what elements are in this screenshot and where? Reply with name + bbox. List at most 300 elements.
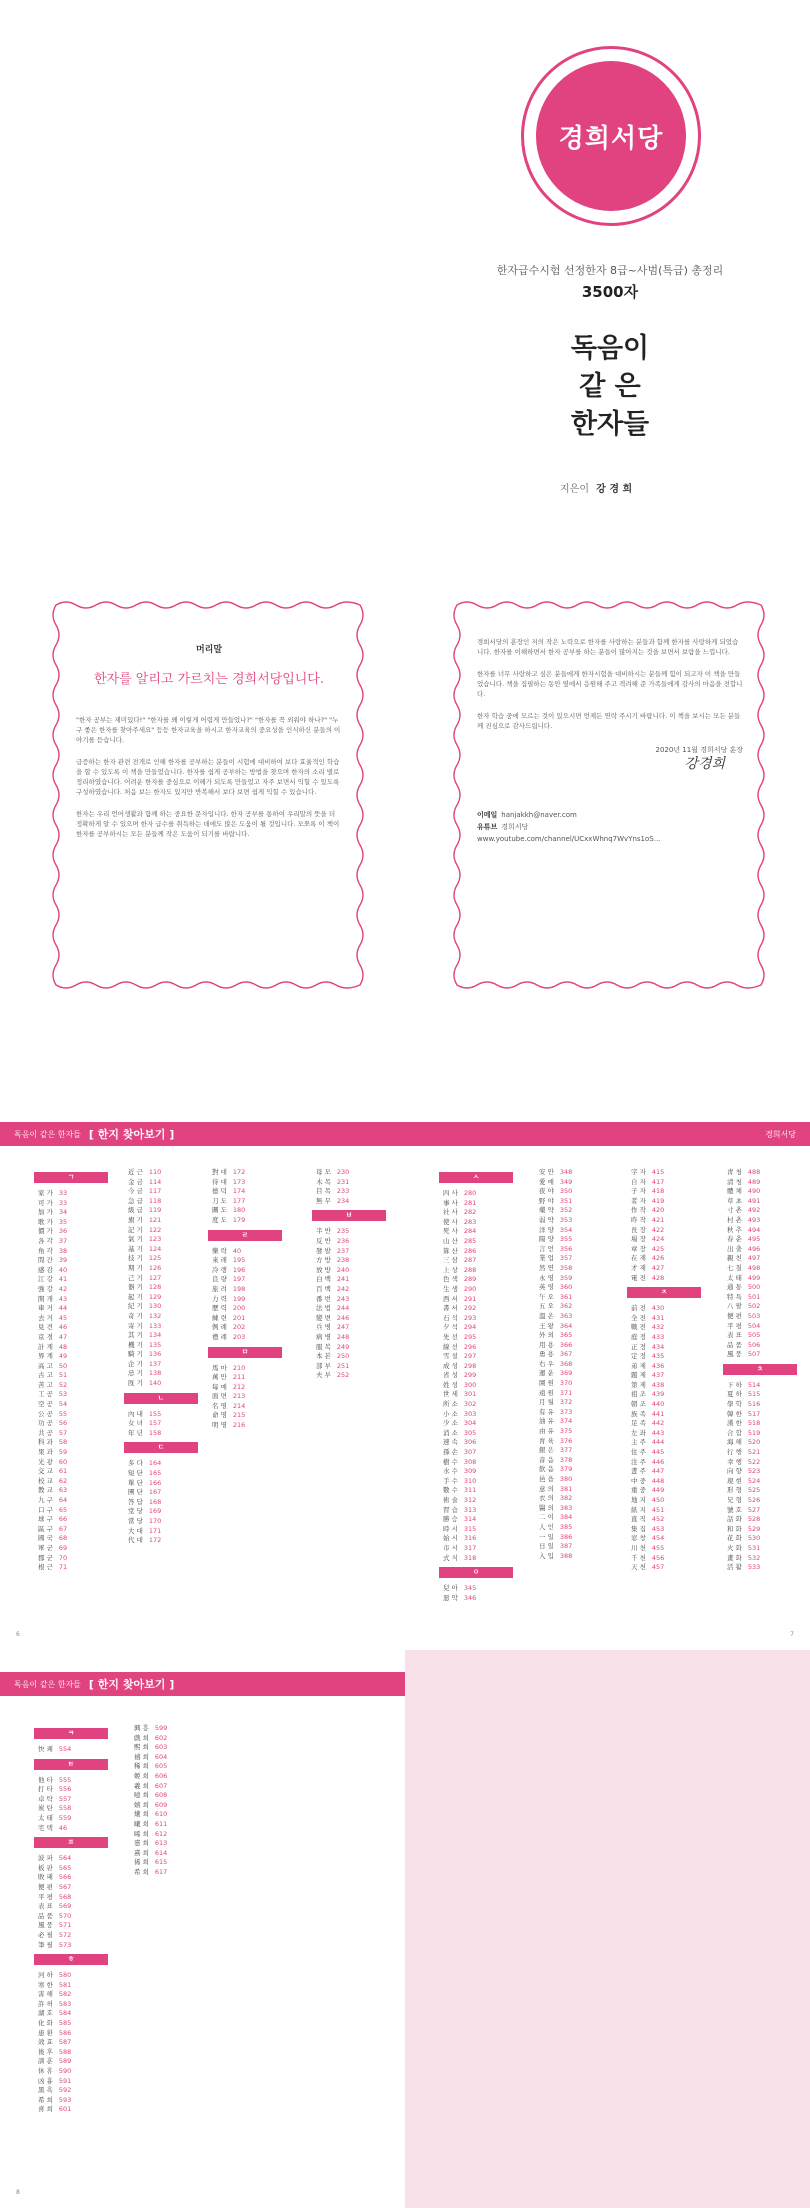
index-entry[interactable] — [439, 1323, 513, 1333]
index-entry[interactable] — [535, 1226, 572, 1236]
index-entry[interactable] — [535, 1533, 572, 1543]
index-entry[interactable] — [34, 1563, 108, 1573]
index-entry[interactable] — [535, 1408, 572, 1418]
index-entry[interactable] — [130, 1753, 167, 1763]
index-entry[interactable] — [208, 1256, 282, 1266]
index-entry[interactable] — [124, 1245, 198, 1255]
index-entry[interactable] — [723, 1477, 797, 1487]
index-entry[interactable] — [723, 1400, 797, 1410]
index-entry[interactable] — [627, 1544, 701, 1554]
index-entry[interactable] — [535, 1485, 572, 1495]
index-entry[interactable] — [312, 1333, 386, 1343]
index-entry[interactable] — [627, 1362, 701, 1372]
index-entry[interactable] — [535, 1206, 572, 1216]
index-entry[interactable] — [627, 1304, 701, 1314]
index-entry[interactable] — [439, 1554, 513, 1564]
index-entry[interactable] — [312, 1256, 386, 1266]
index-entry[interactable] — [124, 1197, 198, 1207]
index-entry[interactable] — [627, 1333, 701, 1343]
index-entry[interactable] — [34, 1266, 108, 1276]
index-entry[interactable] — [124, 1429, 198, 1439]
index-entry[interactable] — [627, 1206, 701, 1216]
index-entry[interactable] — [208, 1285, 282, 1295]
index-entry[interactable] — [627, 1496, 701, 1506]
index-entry[interactable] — [723, 1178, 797, 1188]
index-entry[interactable] — [627, 1187, 701, 1197]
index-entry[interactable] — [439, 1218, 513, 1228]
index-entry[interactable] — [130, 1830, 167, 1840]
index-entry[interactable] — [34, 1199, 108, 1209]
index-entry[interactable] — [34, 1381, 108, 1391]
index-entry[interactable] — [34, 1429, 108, 1439]
index-entry[interactable] — [723, 1245, 797, 1255]
index-entry[interactable] — [208, 1275, 282, 1285]
index-entry[interactable] — [312, 1295, 386, 1305]
index-entry[interactable] — [124, 1178, 198, 1188]
index-entry[interactable] — [439, 1584, 513, 1594]
index-entry[interactable] — [627, 1323, 701, 1333]
index-entry[interactable] — [627, 1400, 701, 1410]
index-entry[interactable] — [535, 1398, 572, 1408]
index-entry[interactable] — [312, 1187, 386, 1197]
index-entry[interactable] — [208, 1373, 282, 1383]
index-entry[interactable] — [208, 1304, 282, 1314]
index-entry[interactable] — [627, 1264, 701, 1274]
index-entry[interactable] — [627, 1235, 701, 1245]
index-entry[interactable] — [130, 1820, 167, 1830]
index-entry[interactable] — [535, 1427, 572, 1437]
index-entry[interactable] — [439, 1352, 513, 1362]
index-entry[interactable] — [124, 1527, 198, 1537]
index-entry[interactable] — [124, 1498, 198, 1508]
index-entry[interactable] — [34, 2019, 108, 2029]
index-entry[interactable] — [723, 1438, 797, 1448]
index-entry[interactable] — [723, 1197, 797, 1207]
index-entry[interactable] — [627, 1371, 701, 1381]
index-entry[interactable] — [627, 1352, 701, 1362]
index-entry[interactable] — [627, 1254, 701, 1264]
index-entry[interactable] — [34, 1275, 108, 1285]
index-entry[interactable] — [627, 1429, 701, 1439]
index-entry[interactable] — [439, 1371, 513, 1381]
index-entry[interactable] — [723, 1283, 797, 1293]
index-entry[interactable] — [723, 1264, 797, 1274]
index-entry[interactable] — [535, 1379, 572, 1389]
index-entry[interactable] — [34, 1824, 108, 1834]
index-entry[interactable] — [124, 1322, 198, 1332]
index-entry[interactable] — [130, 1734, 167, 1744]
index-entry[interactable] — [130, 1849, 167, 1859]
index-entry[interactable] — [723, 1168, 797, 1178]
index-entry[interactable] — [535, 1446, 572, 1456]
index-entry[interactable] — [723, 1410, 797, 1420]
index-entry[interactable] — [439, 1208, 513, 1218]
index-entry[interactable] — [723, 1496, 797, 1506]
index-entry[interactable] — [130, 1772, 167, 1782]
index-entry[interactable] — [439, 1362, 513, 1372]
index-entry[interactable] — [124, 1419, 198, 1429]
index-entry[interactable] — [312, 1371, 386, 1381]
index-entry[interactable] — [34, 1477, 108, 1487]
index-entry[interactable] — [439, 1314, 513, 1324]
index-entry[interactable] — [627, 1314, 701, 1324]
index-entry[interactable] — [34, 1256, 108, 1266]
index-entry[interactable] — [439, 1506, 513, 1516]
index-entry[interactable] — [124, 1283, 198, 1293]
index-entry[interactable] — [130, 1782, 167, 1792]
index-entry[interactable] — [34, 2048, 108, 2058]
index-entry[interactable] — [723, 1341, 797, 1351]
index-entry[interactable] — [312, 1343, 386, 1353]
index-entry[interactable] — [34, 1189, 108, 1199]
index-entry[interactable] — [208, 1364, 282, 1374]
index-entry[interactable] — [535, 1389, 572, 1399]
index-entry[interactable] — [208, 1266, 282, 1276]
index-entry[interactable] — [34, 2009, 108, 2019]
index-entry[interactable] — [34, 1893, 108, 1903]
index-entry[interactable] — [535, 1187, 572, 1197]
index-entry[interactable] — [627, 1390, 701, 1400]
index-entry[interactable] — [535, 1552, 572, 1562]
index-entry[interactable] — [34, 1941, 108, 1951]
index-entry[interactable] — [627, 1563, 701, 1573]
index-entry[interactable] — [124, 1254, 198, 1264]
index-entry[interactable] — [34, 1776, 108, 1786]
index-entry[interactable] — [124, 1264, 198, 1274]
index-entry[interactable] — [627, 1534, 701, 1544]
index-entry[interactable] — [34, 1912, 108, 1922]
index-entry[interactable] — [34, 1506, 108, 1516]
index-entry[interactable] — [208, 1383, 282, 1393]
index-entry[interactable] — [723, 1322, 797, 1332]
index-entry[interactable] — [535, 1350, 572, 1360]
index-entry[interactable] — [535, 1216, 572, 1226]
index-entry[interactable] — [124, 1517, 198, 1527]
index-entry[interactable] — [535, 1456, 572, 1466]
index-entry[interactable] — [439, 1304, 513, 1314]
index-entry[interactable] — [627, 1554, 701, 1564]
index-entry[interactable] — [124, 1536, 198, 1546]
index-entry[interactable] — [124, 1350, 198, 1360]
index-entry[interactable] — [439, 1410, 513, 1420]
index-entry[interactable] — [34, 1371, 108, 1381]
index-entry[interactable] — [34, 1902, 108, 1912]
index-entry[interactable] — [208, 1216, 282, 1226]
index-entry[interactable] — [439, 1419, 513, 1429]
index-entry[interactable] — [723, 1390, 797, 1400]
index-entry[interactable] — [627, 1419, 701, 1429]
index-entry[interactable] — [723, 1226, 797, 1236]
index-entry[interactable] — [34, 1745, 108, 1755]
index-entry[interactable] — [535, 1523, 572, 1533]
index-entry[interactable] — [535, 1331, 572, 1341]
index-entry[interactable] — [130, 1868, 167, 1878]
index-entry[interactable] — [439, 1237, 513, 1247]
index-entry[interactable] — [124, 1341, 198, 1351]
index-entry[interactable] — [535, 1465, 572, 1475]
index-entry[interactable] — [627, 1458, 701, 1468]
index-entry[interactable] — [312, 1304, 386, 1314]
index-entry[interactable] — [627, 1515, 701, 1525]
index-entry[interactable] — [439, 1477, 513, 1487]
index-entry[interactable] — [627, 1168, 701, 1178]
index-entry[interactable] — [723, 1544, 797, 1554]
index-entry[interactable] — [130, 1801, 167, 1811]
index-entry[interactable] — [34, 2067, 108, 2077]
index-entry[interactable] — [312, 1275, 386, 1285]
index-entry[interactable] — [34, 1218, 108, 1228]
index-entry[interactable] — [124, 1459, 198, 1469]
index-entry[interactable] — [130, 1791, 167, 1801]
index-entry[interactable] — [723, 1534, 797, 1544]
index-entry[interactable] — [34, 1864, 108, 1874]
index-entry[interactable] — [439, 1534, 513, 1544]
index-entry[interactable] — [312, 1352, 386, 1362]
index-entry[interactable] — [208, 1206, 282, 1216]
index-entry[interactable] — [723, 1302, 797, 1312]
index-entry[interactable] — [723, 1515, 797, 1525]
index-entry[interactable] — [34, 1496, 108, 1506]
index-entry[interactable] — [208, 1392, 282, 1402]
index-entry[interactable] — [439, 1544, 513, 1554]
index-entry[interactable] — [723, 1429, 797, 1439]
index-entry[interactable] — [723, 1350, 797, 1360]
index-entry[interactable] — [130, 1724, 167, 1734]
index-entry[interactable] — [34, 1323, 108, 1333]
index-entry[interactable] — [124, 1479, 198, 1489]
index-entry[interactable] — [34, 1295, 108, 1305]
index-entry[interactable] — [535, 1542, 572, 1552]
index-entry[interactable] — [535, 1322, 572, 1332]
index-entry[interactable] — [34, 2096, 108, 2106]
index-entry[interactable] — [439, 1227, 513, 1237]
index-entry[interactable] — [439, 1295, 513, 1305]
index-entry[interactable] — [535, 1437, 572, 1447]
index-entry[interactable] — [208, 1333, 282, 1343]
index-entry[interactable] — [439, 1266, 513, 1276]
index-entry[interactable] — [312, 1197, 386, 1207]
index-entry[interactable] — [34, 1921, 108, 1931]
index-entry[interactable] — [34, 1981, 108, 1991]
index-entry[interactable] — [124, 1206, 198, 1216]
index-entry[interactable] — [34, 2038, 108, 2048]
index-entry[interactable] — [124, 1226, 198, 1236]
index-entry[interactable] — [627, 1274, 701, 1284]
index-entry[interactable] — [130, 1810, 167, 1820]
index-entry[interactable] — [312, 1178, 386, 1188]
index-entry[interactable] — [34, 1208, 108, 1218]
index-entry[interactable] — [34, 1883, 108, 1893]
index-entry[interactable] — [439, 1343, 513, 1353]
index-entry[interactable] — [627, 1438, 701, 1448]
index-entry[interactable] — [208, 1187, 282, 1197]
index-entry[interactable] — [34, 1400, 108, 1410]
index-entry[interactable] — [124, 1379, 198, 1389]
index-entry[interactable] — [439, 1390, 513, 1400]
index-entry[interactable] — [34, 1247, 108, 1257]
index-entry[interactable] — [34, 1343, 108, 1353]
index-entry[interactable] — [34, 1285, 108, 1295]
index-entry[interactable] — [535, 1417, 572, 1427]
index-entry[interactable] — [439, 1189, 513, 1199]
index-entry[interactable] — [535, 1274, 572, 1284]
index-entry[interactable] — [34, 2057, 108, 2067]
index-entry[interactable] — [627, 1216, 701, 1226]
index-entry[interactable] — [124, 1410, 198, 1420]
index-entry[interactable] — [723, 1254, 797, 1264]
index-entry[interactable] — [723, 1312, 797, 1322]
index-entry[interactable] — [34, 2029, 108, 2039]
index-entry[interactable] — [723, 1235, 797, 1245]
index-entry[interactable] — [627, 1197, 701, 1207]
index-entry[interactable] — [439, 1594, 513, 1604]
index-entry[interactable] — [535, 1513, 572, 1523]
index-entry[interactable] — [627, 1178, 701, 1188]
index-entry[interactable] — [34, 1458, 108, 1468]
index-entry[interactable] — [124, 1469, 198, 1479]
index-entry[interactable] — [312, 1266, 386, 1276]
index-entry[interactable] — [312, 1362, 386, 1372]
index-entry[interactable] — [34, 1362, 108, 1372]
index-entry[interactable] — [535, 1475, 572, 1485]
index-entry[interactable] — [535, 1302, 572, 1312]
index-entry[interactable] — [439, 1400, 513, 1410]
index-entry[interactable] — [34, 2077, 108, 2087]
index-entry[interactable] — [34, 1448, 108, 1458]
index-entry[interactable] — [208, 1411, 282, 1421]
index-entry[interactable] — [535, 1312, 572, 1322]
index-entry[interactable] — [34, 1438, 108, 1448]
index-entry[interactable] — [627, 1486, 701, 1496]
index-entry[interactable] — [723, 1458, 797, 1468]
index-entry[interactable] — [34, 1314, 108, 1324]
index-entry[interactable] — [627, 1506, 701, 1516]
index-entry[interactable] — [124, 1369, 198, 1379]
index-entry[interactable] — [439, 1333, 513, 1343]
index-entry[interactable] — [439, 1438, 513, 1448]
index-entry[interactable] — [34, 1419, 108, 1429]
index-entry[interactable] — [535, 1235, 572, 1245]
index-entry[interactable] — [34, 1785, 108, 1795]
index-entry[interactable] — [34, 1237, 108, 1247]
index-entry[interactable] — [627, 1467, 701, 1477]
index-entry[interactable] — [535, 1369, 572, 1379]
index-entry[interactable] — [124, 1293, 198, 1303]
index-entry[interactable] — [34, 1795, 108, 1805]
index-entry[interactable] — [34, 1486, 108, 1496]
index-entry[interactable] — [439, 1429, 513, 1439]
index-entry[interactable] — [312, 1247, 386, 1257]
index-entry[interactable] — [34, 1854, 108, 1864]
index-entry[interactable] — [124, 1187, 198, 1197]
index-entry[interactable] — [535, 1283, 572, 1293]
index-entry[interactable] — [34, 1515, 108, 1525]
index-entry[interactable] — [34, 1814, 108, 1824]
index-entry[interactable] — [723, 1563, 797, 1573]
index-entry[interactable] — [723, 1525, 797, 1535]
index-entry[interactable] — [723, 1554, 797, 1564]
index-entry[interactable] — [34, 2086, 108, 2096]
index-entry[interactable] — [124, 1312, 198, 1322]
index-entry[interactable] — [535, 1494, 572, 1504]
index-entry[interactable] — [34, 2105, 108, 2115]
index-entry[interactable] — [535, 1197, 572, 1207]
index-entry[interactable] — [535, 1341, 572, 1351]
index-entry[interactable] — [723, 1419, 797, 1429]
index-entry[interactable] — [34, 1467, 108, 1477]
index-entry[interactable] — [723, 1506, 797, 1516]
index-entry[interactable] — [34, 1333, 108, 1343]
index-entry[interactable] — [439, 1467, 513, 1477]
index-entry[interactable] — [312, 1168, 386, 1178]
index-entry[interactable] — [439, 1285, 513, 1295]
index-entry[interactable] — [124, 1168, 198, 1178]
index-entry[interactable] — [34, 1534, 108, 1544]
index-entry[interactable] — [34, 1971, 108, 1981]
index-entry[interactable] — [34, 1873, 108, 1883]
index-entry[interactable] — [723, 1467, 797, 1477]
index-entry[interactable] — [208, 1197, 282, 1207]
index-entry[interactable] — [34, 1804, 108, 1814]
index-entry[interactable] — [124, 1331, 198, 1341]
index-entry[interactable] — [34, 1525, 108, 1535]
index-entry[interactable] — [124, 1216, 198, 1226]
index-entry[interactable] — [535, 1293, 572, 1303]
index-entry[interactable] — [124, 1274, 198, 1284]
index-entry[interactable] — [723, 1187, 797, 1197]
index-entry[interactable] — [723, 1448, 797, 1458]
index-entry[interactable] — [34, 1990, 108, 2000]
index-entry[interactable] — [208, 1421, 282, 1431]
index-entry[interactable] — [124, 1302, 198, 1312]
index-entry[interactable] — [208, 1323, 282, 1333]
index-entry[interactable] — [312, 1285, 386, 1295]
index-entry[interactable] — [34, 1390, 108, 1400]
index-entry[interactable] — [208, 1168, 282, 1178]
index-entry[interactable] — [439, 1448, 513, 1458]
index-entry[interactable] — [723, 1293, 797, 1303]
index-entry[interactable] — [34, 1410, 108, 1420]
index-entry[interactable] — [627, 1343, 701, 1353]
index-entry[interactable] — [34, 1304, 108, 1314]
index-entry[interactable] — [439, 1458, 513, 1468]
index-entry[interactable] — [439, 1486, 513, 1496]
index-entry[interactable] — [439, 1199, 513, 1209]
index-entry[interactable] — [723, 1331, 797, 1341]
index-entry[interactable] — [34, 1544, 108, 1554]
index-entry[interactable] — [124, 1235, 198, 1245]
index-entry[interactable] — [535, 1178, 572, 1188]
index-entry[interactable] — [34, 1554, 108, 1564]
index-entry[interactable] — [208, 1178, 282, 1188]
index-entry[interactable] — [312, 1237, 386, 1247]
index-entry[interactable] — [312, 1314, 386, 1324]
youtube-link[interactable]: www.youtube.com/channel/UCxxWhnq7WvYns1oS... — [477, 835, 661, 843]
index-entry[interactable] — [439, 1256, 513, 1266]
index-entry[interactable] — [627, 1525, 701, 1535]
index-entry[interactable] — [312, 1227, 386, 1237]
index-entry[interactable] — [627, 1448, 701, 1458]
index-entry[interactable] — [439, 1525, 513, 1535]
index-entry[interactable] — [439, 1247, 513, 1257]
index-entry[interactable] — [130, 1762, 167, 1772]
index-entry[interactable] — [723, 1216, 797, 1226]
index-entry[interactable] — [130, 1839, 167, 1849]
index-entry[interactable] — [208, 1295, 282, 1305]
index-entry[interactable] — [627, 1245, 701, 1255]
index-entry[interactable] — [34, 1352, 108, 1362]
index-entry[interactable] — [130, 1858, 167, 1868]
